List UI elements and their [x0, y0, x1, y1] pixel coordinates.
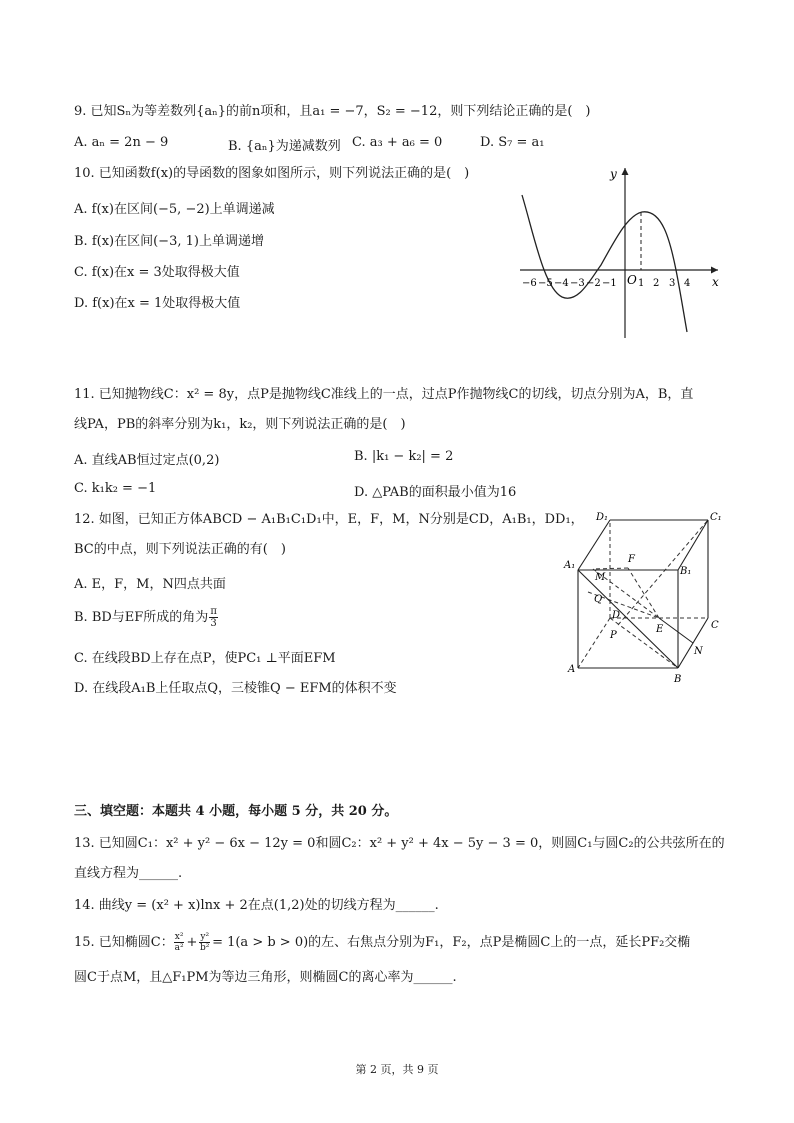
x-axis-label: x — [712, 275, 719, 289]
label-b1: B₁ — [680, 566, 692, 577]
fraction-x2-a2 — [174, 932, 185, 953]
section-3-heading: 三、填空题：本题共 4 小题，每小题 5 分，共 20 分。 — [74, 804, 398, 819]
q10-option-c: C. f(x)在x = 3处取得极大值 — [74, 265, 240, 280]
page-footer: 第 2 页，共 9 页 — [355, 1063, 439, 1076]
tick-4: 4 — [684, 278, 691, 289]
segment-ef — [628, 568, 659, 618]
tick-3: 3 — [669, 278, 676, 289]
fraction-numerator: x² — [174, 932, 184, 942]
q12-stem-line1: 12. 如图，已知正方体ABCD − A₁B₁C₁D₁中，E，F，M，N分别是CD，A₁B₁，DD₁， — [74, 512, 584, 527]
edge-d-a — [578, 618, 610, 668]
tick-m1: −1 — [602, 278, 617, 289]
cube-figure — [560, 510, 740, 685]
q14-stem: 14. 曲线y = (x² + x)lnx + 2在点(1,2)处的切线方程为______. — [74, 898, 439, 913]
q9-option-c: C. a₃ + a₆ = 0 — [352, 135, 443, 150]
segment-pc1 — [618, 520, 708, 625]
q11-option-c: C. k₁k₂ = −1 — [74, 481, 157, 496]
tick-m2: −2 — [586, 278, 601, 289]
label-b: B — [674, 674, 682, 685]
q12-option-c: C. 在线段BD上存在点P，使PC₁ ⊥平面EFM — [74, 651, 336, 666]
segment-en — [659, 618, 693, 643]
q15-rest: = 1(a > b > 0)的左、右焦点分别为F₁，F₂，点P是椭圆C上的一点，延长PF₂交椭 — [212, 935, 691, 950]
derivative-graph — [512, 160, 732, 345]
label-a1: A₁ — [564, 560, 576, 571]
tick-m5: −5 — [538, 278, 553, 289]
q12-option-d: D. 在线段A₁B上任取点Q，三棱锥Q − EFM的体积不变 — [74, 681, 397, 696]
label-c1: C₁ — [710, 512, 722, 523]
q11-stem-line1: 11. 已知抛物线C：x² = 8y，点P是抛物线C准线上的一点，过点P作抛物线C的切线，切点分别为A，B，直 — [74, 387, 694, 402]
label-a: A — [568, 664, 576, 675]
q11-option-b: B. |k₁ − k₂| = 2 — [354, 449, 454, 464]
segment-fm — [593, 568, 628, 569]
q10-stem: 10. 已知函数f(x)的导函数的图象如图所示，则下列说法正确的是( ) — [74, 166, 470, 181]
tick-m4: −4 — [554, 278, 569, 289]
q10-option-b: B. f(x)在区间(−3, 1)上单调递增 — [74, 234, 264, 249]
label-c: C — [711, 620, 719, 631]
q13-line1: 13. 已知圆C₁：x² + y² − 6x − 12y = 0和圆C₂：x² + y² + 4x − 5y − 3 = 0，则圆C₁与圆C₂的公共弦所在的 — [74, 836, 725, 851]
label-p: P — [610, 630, 617, 641]
q12-option-a: A. E，F，M，N四点共面 — [74, 577, 226, 592]
q11-option-d: D. △PAB的面积最小值为16 — [354, 485, 517, 500]
fraction-denominator: a² — [174, 943, 184, 953]
q11-stem-line2: 线PA，PB的斜率分别为k₁，k₂，则下列说法正确的是( ) — [74, 417, 406, 432]
q15-line2: 圆C于点M，且△F₁PM为等边三角形，则椭圆C的离心率为______. — [74, 970, 457, 985]
label-q: Q — [594, 594, 603, 605]
q12-option-b — [74, 606, 218, 629]
q12-stem-line2: BC的中点，则下列说法正确的有( ) — [74, 542, 286, 557]
y-axis-label: y — [610, 167, 617, 181]
q12-option-b-text: B. BD与EF所成的角为 — [74, 610, 209, 625]
q11-option-a: A. 直线AB恒过定点(0,2) — [74, 453, 220, 468]
label-n: N — [694, 646, 703, 657]
pi-over-3-fraction — [209, 606, 218, 629]
segment-bd — [610, 618, 678, 668]
derivative-curve — [522, 195, 687, 332]
q15-plus: + — [186, 935, 198, 950]
tick-1: 1 — [638, 278, 645, 289]
tick-m6: −6 — [522, 278, 537, 289]
fraction-numerator: π — [210, 606, 217, 617]
q13-line2: 直线方程为______. — [74, 866, 183, 881]
origin-label: O — [627, 273, 637, 287]
q9-option-a: A. aₙ = 2n − 9 — [74, 135, 169, 150]
q9-stem: 9. 已知Sₙ为等差数列{aₙ}的前n项和，且a₁ = −7，S₂ = −12，则下列结论正确的是( ) — [74, 104, 591, 119]
q10-option-d: D. f(x)在x = 1处取得极大值 — [74, 296, 241, 311]
tick-m3: −3 — [570, 278, 585, 289]
fraction-denominator: b² — [200, 943, 210, 953]
q10-option-a: A. f(x)在区间(−5, −2)上单调递减 — [74, 202, 275, 217]
edge-b1-c1 — [678, 520, 708, 570]
label-e: E — [656, 624, 664, 635]
fraction-denominator: 3 — [210, 618, 217, 629]
q15-line1 — [74, 932, 690, 953]
fraction-numerator: y² — [200, 932, 210, 942]
q9-option-b: B. {aₙ}为递减数列 — [228, 139, 341, 154]
q15-prefix: 15. 已知椭圆C： — [74, 935, 174, 950]
q9-option-d: D. S₇ = a₁ — [480, 135, 545, 150]
label-f: F — [628, 554, 635, 565]
tick-2: 2 — [653, 278, 660, 289]
fraction-y2-b2 — [199, 932, 210, 953]
edge-a1-d1 — [578, 520, 610, 570]
label-d: D — [612, 610, 621, 621]
segment-a1b — [578, 570, 678, 668]
label-m: M — [595, 572, 606, 583]
label-d1: D₁ — [596, 512, 609, 523]
